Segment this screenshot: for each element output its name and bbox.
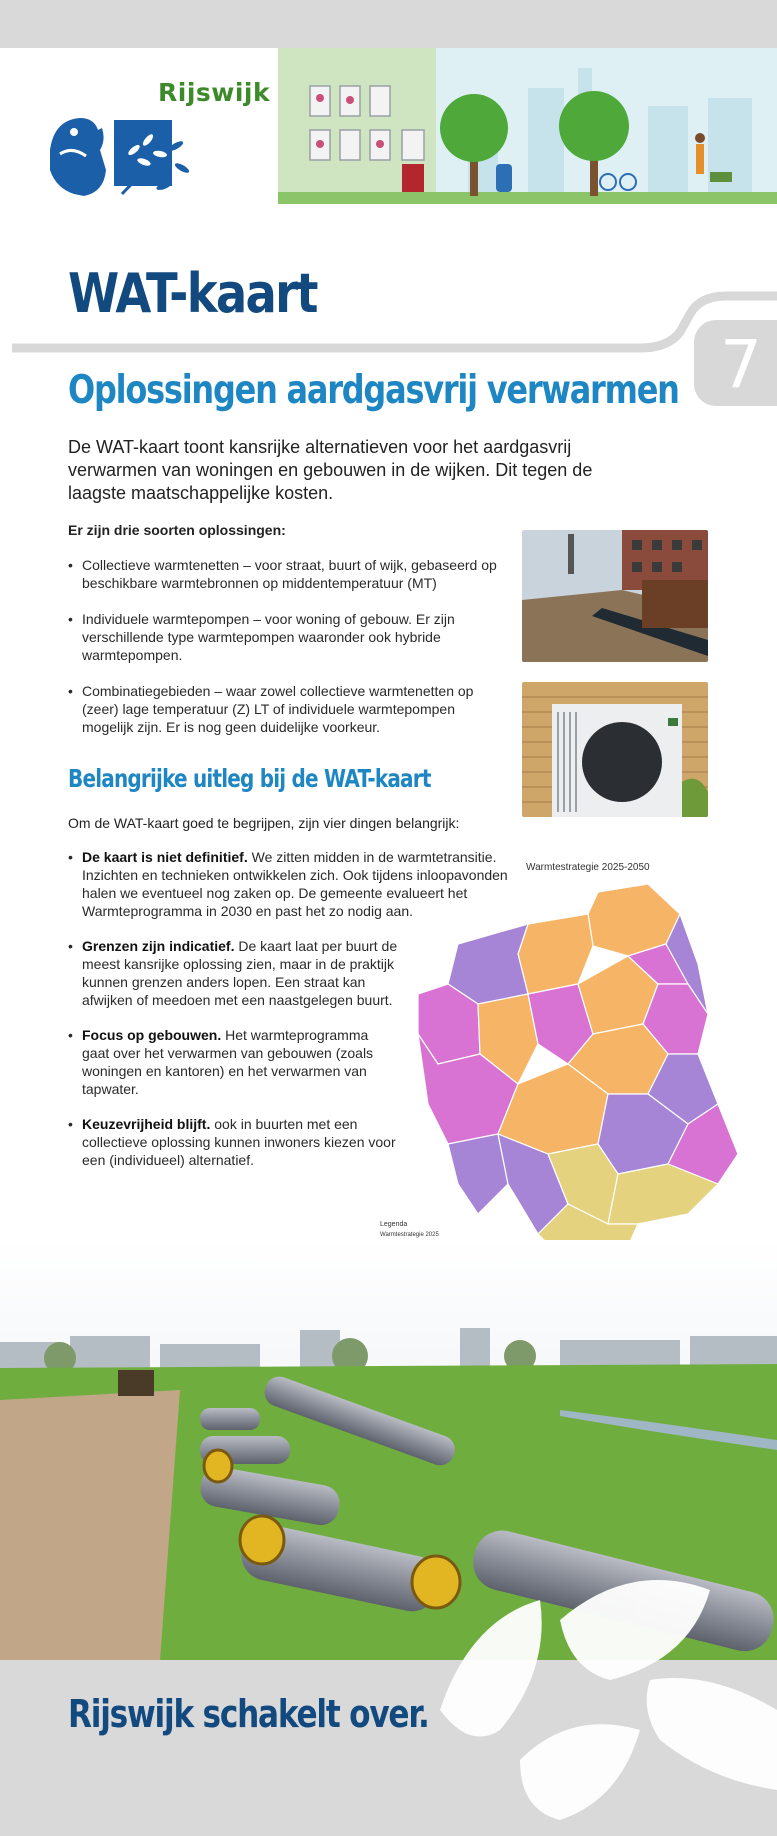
heat-pump-photo — [522, 682, 708, 817]
rijswijk-logo-icon — [44, 110, 194, 202]
list-item: • Keuzevrijheid blijft. ook in buurten met een collectieve oplossing kunnen inwoners kiezen voor een (individueel) alternatief. — [68, 1115, 398, 1169]
heat-pipe-construction-photo — [522, 530, 708, 662]
legend-subtitle: Warmtestrategie 2025 — [380, 1232, 439, 1238]
header-illustration — [278, 48, 777, 204]
list-item: • Grenzen zijn indicatief. De kaart laat per buurt de meest kansrijke oplossing zien, maar in de praktijk kunnen grenzen anders lopen. Een straat kan afwijken of meedoen met een naastgelegen buurt. — [68, 937, 398, 1009]
explanation-intro: Om de WAT-kaart goed te begrijpen, zijn vier dingen belangrijk: — [68, 815, 460, 831]
page-title: WAT-kaart — [68, 262, 317, 325]
solutions-heading: Er zijn drie soorten oplossingen: — [68, 522, 286, 538]
footer-slogan: Rijswijk schakelt over. — [68, 1692, 429, 1736]
list-item: • De kaart is niet definitief. We zitten midden in de warmtetransitie. Inzichten en technieken ontwikkelen zich. Ook tijdens inloopavonden halen we eventueel nog zaken op. De gemeente evalueert het Warmteprogramma in 2030 en past het zo nodig aan. — [68, 848, 508, 920]
intro-text: De WAT-kaart toont kansrijke alternatieven voor het aardgasvrij verwarmen van woningen en gebouwen in de wijken. Dit tegen de laagste maatschappelijke kosten. — [68, 437, 593, 503]
list-item: • Focus op gebouwen. Het warmteprogramma gaat over het verwarmen van gebouwen (zoals woningen en kantoren) en het verwarmen van tapwater. — [68, 1026, 398, 1098]
map-title: Warmtestrategie 2025-2050 — [526, 862, 650, 873]
list-item: • Collectieve warmtenetten – voor straat, buurt of wijk, gebaseerd op beschikbare warmtebronnen op middentemperatuur (MT) — [68, 556, 504, 592]
logo-text: Rijswijk — [158, 78, 271, 107]
legend-title: Legenda — [380, 1221, 408, 1228]
panel-number: 7 — [720, 326, 762, 403]
section-title: Oplossingen aardgasvrij verwarmen — [68, 368, 679, 413]
list-item: • Individuele warmtepompen – voor woning of gebouw. Er zijn verschillende type warmtepompen waaronder ook hybride warmtepompen. — [68, 610, 504, 664]
leaf-decoration-icon — [410, 1560, 777, 1836]
explanation-heading: Belangrijke uitleg bij de WAT-kaart — [68, 764, 431, 793]
solutions-list — [68, 556, 504, 754]
top-strip — [0, 0, 777, 48]
list-item: • Combinatiegebieden – waar zowel collectieve warmtenetten op (zeer) lage temperatuur (Z) LT of individuele warmtepompen mogelijk zijn. Er is nog geen duidelijke voorkeur. — [68, 682, 504, 736]
panel-number-badge — [694, 320, 777, 406]
title-divider — [0, 280, 777, 360]
heat-strategy-map — [418, 884, 738, 1268]
